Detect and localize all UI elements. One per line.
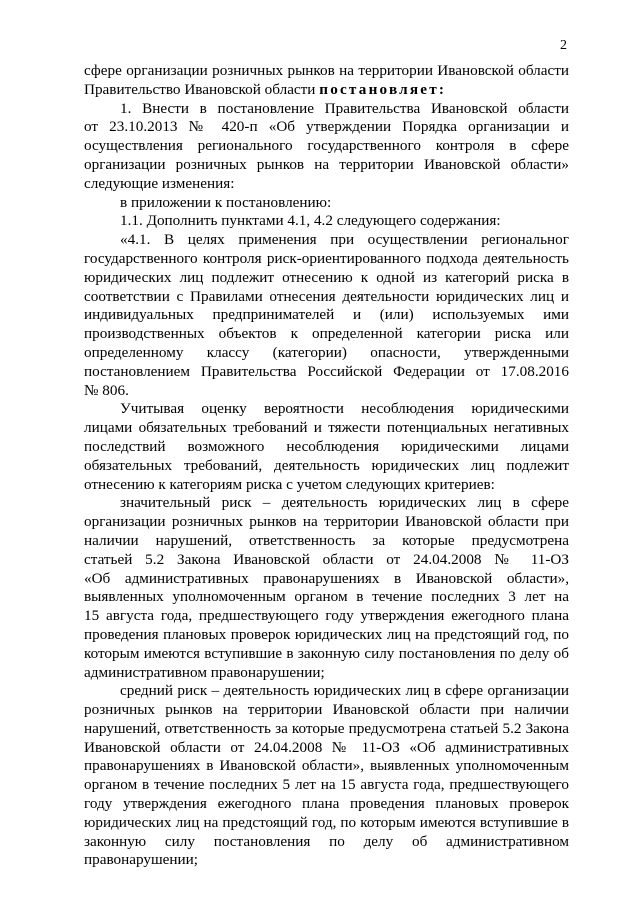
text-line [84, 382, 569, 401]
page-number: 2 [560, 38, 567, 53]
text-line [84, 438, 569, 457]
text-line [84, 588, 569, 607]
text-line [84, 513, 569, 532]
text-line-content: определенному классу (категории) опасности, утвержденными [84, 343, 569, 361]
text-line-content: административном правонарушении; [84, 663, 325, 681]
text-line [84, 81, 569, 100]
text-line-content: Ивановской области от 24.04.2008 № 11-ОЗ «Об административных [84, 738, 569, 756]
text-line-content: сфере организации розничных рынков на территории Ивановской области [84, 62, 569, 79]
text-line-content: средний риск – деятельность юридических лиц в сфере организации [120, 682, 569, 700]
text-line [84, 851, 569, 870]
text-line-content: в приложении к постановлению: [120, 193, 332, 211]
text-line [84, 720, 569, 739]
text-line [84, 363, 569, 382]
text-line-content: «4.1. В целях применения при осуществлении региональног [120, 231, 569, 249]
text-line-content: значительный риск – деятельность юридических лиц в сфере [120, 494, 569, 512]
text-line-content: 1.1. Дополнить пунктами 4.1, 4.2 следующего содержания: [120, 212, 501, 230]
text-line-content: Учитывая оценку вероятности несоблюдения юридическими [120, 400, 569, 418]
text-line [84, 701, 569, 720]
text-line-content: году утверждения ежегодного плана проведения плановых проверок [84, 795, 569, 813]
text-line [84, 814, 569, 833]
text-line-content: организации розничных рынков на территории Ивановской области при [84, 513, 569, 531]
text-line-content: юридических лиц подлежит отнесению к одной из категорий риска в [84, 268, 569, 286]
text-line-content: Правительство Ивановской области [84, 80, 316, 98]
text-line [84, 175, 569, 194]
text-line [84, 137, 569, 156]
text-line [84, 570, 569, 589]
text-line [84, 626, 569, 645]
text-line-content: выявленных уполномоченным органом в течение последних 3 лет на [84, 588, 569, 606]
text-line-content: лицами обязательных требований и тяжести потенциальных негативных [84, 419, 569, 437]
text-line-content: от 23.10.2013 № 420-п «Об утверждении Порядка организации и [84, 118, 569, 136]
text-line [84, 269, 569, 288]
text-line [84, 664, 569, 683]
text-line [84, 682, 569, 701]
text-line-content: 1. Внести в постановление Правительства Ивановской области [120, 99, 569, 117]
document-body [84, 62, 569, 870]
text-line-content: наличии нарушений, ответственность за которые предусмотрена [84, 531, 569, 549]
text-line-content: правонарушении; [84, 851, 199, 869]
text-line [84, 645, 569, 664]
text-line-content: последствий возможного несоблюдения юридическими лицами [84, 437, 569, 455]
text-line-content: юридических лиц на предстоящий год, по которым имеются вступившие в [84, 813, 569, 831]
text-line [84, 288, 569, 307]
text-line [84, 306, 569, 325]
text-line [84, 476, 569, 495]
text-line [84, 212, 569, 231]
text-line [84, 194, 569, 213]
text-line [84, 118, 569, 137]
text-line [84, 325, 569, 344]
text-line-content: правонарушениях в Ивановской области», выявленных уполномоченным [84, 757, 569, 775]
text-line [84, 400, 569, 419]
text-line-content: № 806. [84, 381, 129, 399]
text-line-content: постановлением Правительства Российской Федерации от 17.08.2016 [84, 362, 569, 380]
text-line [84, 231, 569, 250]
text-line-content: нарушений, ответственность за которые предусмотрена статьей 5.2 Закона [84, 719, 569, 737]
text-line-content: обязательных требований, деятельность юридических лиц подлежит [84, 456, 569, 474]
text-line-content: осуществления регионального государственного контроля в сфере [84, 137, 569, 155]
text-line [84, 494, 569, 513]
text-line [84, 156, 569, 175]
text-line-content: законную силу постановления по делу об административном [84, 832, 569, 850]
text-line-content: проведения плановых проверок юридических лиц на предстоящий год, по [84, 625, 569, 643]
decree-keyword: постановляет: [319, 80, 447, 98]
text-line-content: 15 августа года, предшествующего году утверждения ежегодного плана [84, 607, 569, 625]
text-line [84, 607, 569, 626]
text-line [84, 532, 569, 551]
text-line [84, 419, 569, 438]
text-line [84, 344, 569, 363]
text-line [84, 776, 569, 795]
text-line-content: «Об административных правонарушениях в Ивановской области», [84, 569, 569, 587]
text-line-content: органом в течение последних 5 лет на 15 августа года, предшествующего [84, 776, 569, 794]
text-line-content: соответствии с Правилами отнесения деятельности юридических лиц и [84, 287, 569, 305]
text-line [84, 757, 569, 776]
text-line [84, 62, 569, 81]
text-line [84, 100, 569, 119]
text-line [84, 457, 569, 476]
text-line-content: следующие изменения: [84, 174, 235, 192]
text-line [84, 739, 569, 758]
text-line-content: отнесению к категориям риска с учетом следующих критериев: [84, 475, 495, 493]
text-line [84, 551, 569, 570]
text-line-content: розничных рынков на территории Ивановской области при наличии [84, 701, 569, 719]
text-line-content: организации розничных рынков на территории Ивановской области» [84, 155, 569, 173]
text-line-content: которым имеются вступившие в законную силу постановления по делу об [84, 644, 569, 662]
text-line [84, 833, 569, 852]
text-line [84, 250, 569, 269]
text-line-content: государственного контроля риск-ориентированного подхода деятельность [84, 249, 569, 267]
text-line-content: статьей 5.2 Закона Ивановской области от 24.04.2008 № 11-ОЗ [84, 550, 569, 568]
text-line-content: производственных объектов к определенной категории риска или [84, 325, 569, 343]
text-line [84, 795, 569, 814]
text-line-content: индивидуальных предпринимателей и (или) используемых ими [84, 306, 569, 324]
